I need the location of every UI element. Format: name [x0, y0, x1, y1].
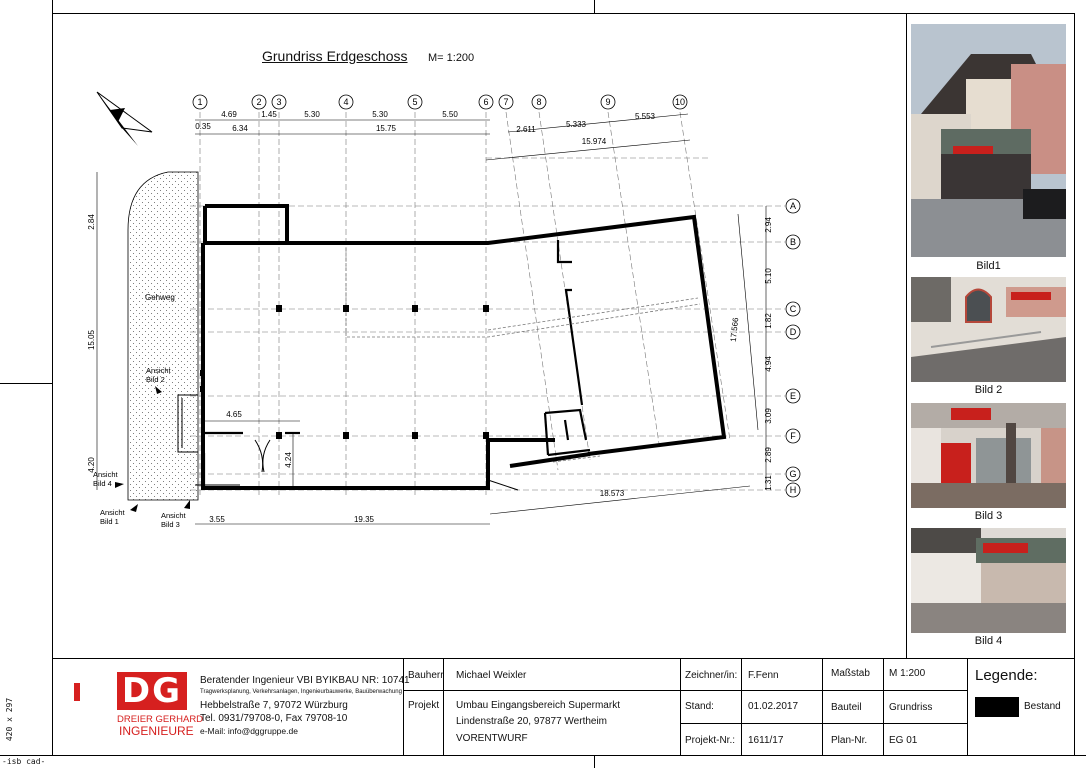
- axis-label: 2: [256, 97, 262, 107]
- photo-bild2: [911, 277, 1066, 382]
- axis-label: B: [789, 237, 797, 247]
- photo-bild1-caption: Bild1: [976, 260, 1001, 272]
- axis-label: E: [789, 391, 797, 401]
- axis-label: 7: [503, 97, 509, 107]
- dim-label: 4.65: [226, 410, 242, 419]
- axis-label: 4: [343, 97, 349, 107]
- zeichner-label: Zeichner/in:: [685, 670, 738, 681]
- plan-title: Grundriss Erdgeschoss: [262, 48, 408, 64]
- axis-label: H: [789, 485, 797, 495]
- frame-bottom: [0, 755, 1086, 756]
- dim-label: 1.45: [261, 110, 277, 119]
- software-label: -isb cad-: [2, 757, 46, 766]
- firm-line2: INGENIEURE: [119, 724, 194, 738]
- projekt-line1: Umbau Eingangsbereich Supermarkt: [456, 700, 620, 711]
- frame-right: [1074, 13, 1075, 755]
- fold-mark-left: [0, 383, 52, 384]
- photo-bild4-caption: Bild 4: [974, 635, 1003, 647]
- dim-label: 2.94: [764, 217, 773, 233]
- engineer-line: Beratender Ingenieur VBI BYIKBAU NR: 10741: [200, 675, 410, 686]
- projnr-label: Projekt-Nr.:: [685, 735, 736, 746]
- axis-label: 9: [605, 97, 611, 107]
- zeichner-value: F.Fenn: [748, 670, 779, 681]
- north-arrow-icon: [97, 92, 152, 146]
- view-label: Ansicht: [93, 470, 118, 479]
- dim-label: 2.611: [516, 125, 536, 134]
- dim-label: 1.31: [764, 475, 773, 491]
- sidewalk-label: Gehweg: [145, 293, 175, 302]
- services-line: Tragwerksplanung, Verkehrsanlagen, Ingenieurbauwerke, Bauüberwachung: [200, 689, 402, 695]
- logo-bar: [74, 683, 80, 701]
- dim-label: 18.573: [599, 489, 625, 498]
- axis-label: C: [789, 304, 797, 314]
- tb-div1: [403, 658, 404, 755]
- tb-div3: [741, 658, 742, 755]
- legend-item: Bestand: [1024, 701, 1061, 712]
- axis-label: 3: [276, 97, 282, 107]
- view-label: Ansicht: [100, 508, 125, 517]
- dim-label: 5.553: [634, 112, 656, 121]
- projnr-value: 1611/17: [748, 735, 784, 746]
- axis-letters: [789, 201, 796, 495]
- photo-bild1: [911, 24, 1066, 257]
- view-label: Bild 4: [93, 479, 112, 488]
- dim-label: 1.82: [764, 313, 773, 329]
- tb-div4: [822, 658, 823, 755]
- axis-label: 6: [483, 97, 489, 107]
- stand-value: 01.02.2017: [748, 701, 799, 712]
- dim-label: 15.05: [87, 329, 96, 351]
- stand-label: Stand:: [685, 701, 714, 712]
- plan-scale: M= 1:200: [428, 52, 475, 64]
- dim-label: 2.84: [87, 214, 96, 230]
- dim-label: 2.89: [764, 447, 773, 463]
- view-label: Ansicht: [146, 366, 171, 375]
- axis-label: 5: [412, 97, 418, 107]
- building-walls: [203, 206, 724, 488]
- columns: [200, 305, 489, 439]
- projekt-line3: VORENTWURF: [456, 733, 528, 744]
- dim-label: 5.10: [764, 268, 773, 284]
- dim-label: 5.333: [565, 120, 587, 129]
- dashed-outlines: [346, 248, 700, 462]
- axis-label: G: [789, 469, 797, 479]
- axis-label: 1: [197, 97, 203, 107]
- dim-label: 17.566: [728, 317, 741, 343]
- address-line: Hebbelstraße 7, 97072 Würzburg: [200, 700, 348, 711]
- photo-bild4: [911, 528, 1066, 633]
- titleblock-top: [52, 658, 1074, 659]
- axis-label: 10: [674, 97, 686, 107]
- sheet-format-label: 420 x 297: [5, 697, 15, 742]
- dim-label: 6.34: [232, 124, 248, 133]
- dim-label: 15.75: [375, 124, 397, 133]
- projekt-label: Projekt: [408, 700, 440, 711]
- photo-bild3-caption: Bild 3: [974, 510, 1003, 522]
- bauherr-label: Bauherr: [408, 670, 444, 681]
- sidewalk-area: [128, 172, 198, 500]
- tb-h1: [403, 690, 967, 691]
- axis-bubbles-top: [193, 95, 687, 109]
- fold-mark-top2: [594, 0, 595, 13]
- floor-plan: [53, 14, 906, 654]
- axis-label: A: [789, 201, 797, 211]
- email-line: e-Mail: info@dggruppe.de: [200, 726, 298, 736]
- tb-div6: [967, 658, 968, 755]
- dim-label: 4.24: [284, 452, 293, 468]
- axis-label: F: [790, 431, 796, 441]
- view-label: Bild 3: [161, 520, 180, 529]
- view-arrow-icon: [115, 482, 124, 488]
- dim-label: 5.30: [304, 110, 320, 119]
- view-arrow-icon: [184, 500, 190, 509]
- fold-mark-bottom: [594, 755, 595, 768]
- dim-label: 5.30: [372, 110, 388, 119]
- tb-h2: [680, 723, 967, 724]
- dim-label: 15.974: [581, 137, 607, 146]
- view-arrow-icon: [130, 504, 138, 512]
- phone-line: Tel. 0931/79708-0, Fax 79708-10: [200, 713, 348, 724]
- dim-label: 4.20: [87, 457, 96, 473]
- dim-label: 19.35: [353, 515, 375, 524]
- dim-label: 4.69: [221, 110, 237, 119]
- dim-label: 4.94: [764, 356, 773, 372]
- tb-div2: [680, 658, 681, 755]
- bauteil-label: Bauteil: [831, 702, 862, 713]
- projekt-line2: Lindenstraße 20, 97877 Wertheim: [456, 716, 608, 727]
- dim-label: 5.50: [442, 110, 458, 119]
- legend-title: Legende:: [975, 667, 1038, 684]
- legend-swatch: [975, 697, 1019, 717]
- axis-label: D: [789, 327, 797, 337]
- plannr-label: Plan-Nr.: [831, 735, 868, 746]
- dimension-texts: [195, 110, 655, 524]
- plannr-value: EG 01: [889, 735, 918, 746]
- logo-dg: [117, 672, 187, 710]
- photo-bild3: [911, 403, 1066, 508]
- dim-label: 3.55: [209, 515, 225, 524]
- view-label: Bild 2: [146, 375, 165, 384]
- view-label: Bild 1: [100, 517, 119, 526]
- firm-line1: DREIER GERHARD: [117, 714, 204, 725]
- fold-mark-top: [52, 0, 53, 13]
- bauteil-value: Grundriss: [889, 702, 933, 713]
- tb-div5: [883, 658, 884, 755]
- dim-label: 3.09: [764, 408, 773, 424]
- dim-label: 0.35: [195, 122, 211, 131]
- view-label: Ansicht: [161, 511, 186, 520]
- inner-walls: [203, 240, 590, 488]
- logo-letters: DG: [121, 671, 183, 711]
- massstab-value: M 1:200: [889, 668, 926, 679]
- photo-column-divider: [906, 13, 907, 658]
- axis-label: 8: [536, 97, 542, 107]
- massstab-label: Maßstab: [831, 668, 870, 679]
- photo-bild2-caption: Bild 2: [974, 384, 1003, 396]
- bauherr-value: Michael Weixler: [456, 670, 527, 681]
